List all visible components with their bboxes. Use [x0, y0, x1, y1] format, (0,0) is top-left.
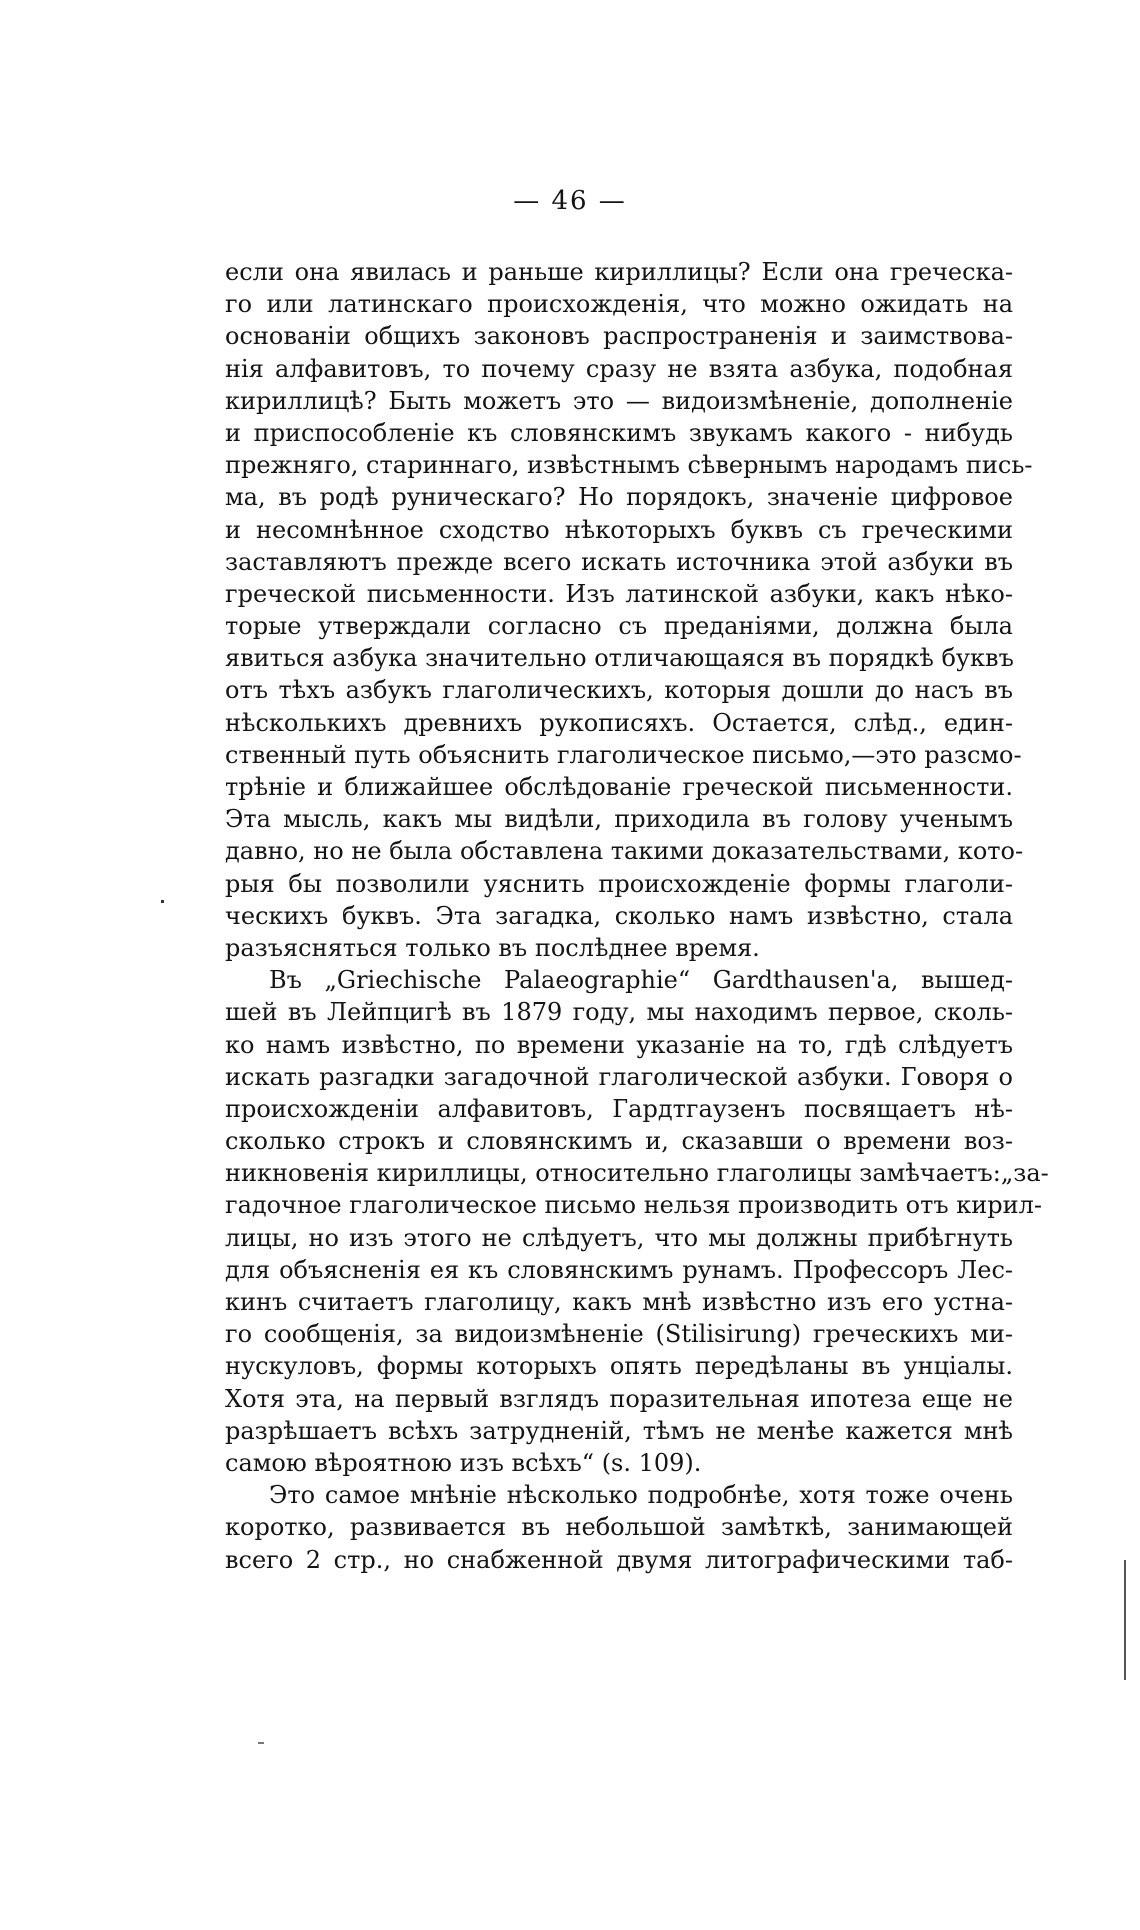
text-line: Хотя эта, на первый взглядъ поразительная ипотеза еще не — [225, 1384, 1013, 1413]
text-line: кириллицѣ? Быть можетъ это — видоизмѣненіе, дополненіе — [225, 386, 1013, 415]
scan-mark — [161, 900, 164, 903]
text-line: ственный путь объяснить глаголическое письмо,—это разсмо- — [225, 740, 1022, 769]
text-line: всего 2 стр., но снабженной двумя литографическими таб- — [225, 1545, 1013, 1574]
text-line: происхожденіи алфавитовъ, Гардтгаузенъ посвящаетъ нѣ- — [225, 1094, 1013, 1123]
scan-mark — [1124, 1560, 1126, 1680]
text-line: ческихъ буквъ. Эта загадка, сколько намъ извѣстно, стала — [225, 901, 1013, 930]
body-text — [225, 256, 1049, 1576]
text-line: для объясненія ея къ словянскимъ рунамъ. Профессоръ Лес- — [225, 1255, 1013, 1284]
text-line: кинъ считаетъ глаголицу, какъ мнѣ извѣстно изъ его устна- — [225, 1288, 1013, 1316]
text-line: разъясняться только въ послѣднее время. — [225, 933, 760, 962]
text-line: гадочное глаголическое письмо нельзя производить отъ кирил- — [225, 1191, 1042, 1220]
text-line: ма, въ родѣ руническаго? Но порядокъ, значеніе цифровое — [225, 483, 1013, 512]
text-line: прежняго, стариннаго, извѣстнымъ сѣвернымъ народамъ пись- — [225, 451, 1033, 480]
text-line: коротко, развивается въ небольшой замѣткѣ, занимающей — [225, 1513, 1013, 1542]
text-line: лицы, но изъ этого не слѣдуетъ, что мы должны прибѣгнуть — [225, 1223, 1013, 1252]
text-line: самою вѣроятною изъ всѣхъ“ (s. 109). — [225, 1448, 702, 1477]
text-line: рыя бы позволили уяснить происхожденіе формы глаголи- — [225, 869, 1013, 898]
text-line: и несомнѣнное сходство нѣкоторыхъ буквъ съ греческими — [225, 515, 1013, 544]
text-line: и приспособленіе къ словянскимъ звукамъ какого - нибудь — [225, 418, 1013, 447]
text-line: основаніи общихъ законовъ распространенія и заимствова- — [225, 322, 1013, 351]
text-line: заставляютъ прежде всего искать источника этой азбуки въ — [225, 547, 1013, 576]
text-line: го сообщенія, за видоизмѣненіе (Stilisirung) греческихъ ми- — [225, 1320, 1013, 1349]
text-line: если она явилась и раньше кириллицы? Если она греческа- — [225, 258, 1013, 286]
text-line: Въ „Griechische Palaeographie“ Gardthausen'a, вышед- — [269, 966, 1013, 995]
text-line: Это самое мнѣніе нѣсколько подробнѣе, хотя тоже очень — [269, 1481, 1013, 1510]
text-line: греческой письменности. Изъ латинской азбуки, какъ нѣко- — [225, 579, 1013, 608]
text-line: ко намъ извѣстно, по времени указаніе на то, гдѣ слѣдуетъ — [225, 1030, 1013, 1059]
text-line: шей въ Лейпцигѣ въ 1879 году, мы находимъ первое, сколь- — [225, 998, 1013, 1027]
text-line: разрѣшаетъ всѣхъ затрудненій, тѣмъ не менѣе кажется мнѣ — [225, 1416, 1013, 1445]
scan-mark — [258, 1742, 264, 1744]
text-line: нія алфавитовъ, то почему сразу не взята азбука, подобная — [225, 354, 1013, 383]
text-line: искать разгадки загадочной глаголической азбуки. Говоря о — [225, 1062, 1013, 1091]
text-line: отъ тѣхъ азбукъ глаголическихъ, которыя дошли до насъ въ — [225, 676, 1013, 705]
paragraph — [225, 256, 1033, 964]
text-line: трѣніе и ближайшее обслѣдованіе греческой письменности. — [225, 773, 1013, 801]
page-number: — 46 — — [513, 186, 627, 216]
text-line: нѣсколькихъ древнихъ рукописяхъ. Остается, слѣд., един- — [225, 708, 1013, 737]
text-line: торые утверждали согласно съ преданіями, должна была — [225, 612, 1013, 641]
text-line: явиться азбука значительно отличающаяся въ порядкѣ буквъ — [225, 644, 1014, 673]
text-line: давно, но не была обставлена такими доказательствами, кото- — [225, 837, 1024, 866]
text-line: го или латинскаго происхожденія, что можно ожидать на — [225, 290, 1013, 319]
text-line: никновенія кириллицы, относительно глаголицы замѣчаетъ:„за- — [225, 1159, 1049, 1188]
paragraph — [225, 964, 1049, 1479]
text-line: нускуловъ, формы которыхъ опять передѣланы въ унціалы. — [225, 1352, 1013, 1381]
text-line: Эта мысль, какъ мы видѣли, приходила въ голову ученымъ — [225, 805, 1013, 834]
paragraph — [225, 1479, 1013, 1576]
text-line: сколько строкъ и словянскимъ и, сказавши о времени воз- — [225, 1127, 1013, 1156]
